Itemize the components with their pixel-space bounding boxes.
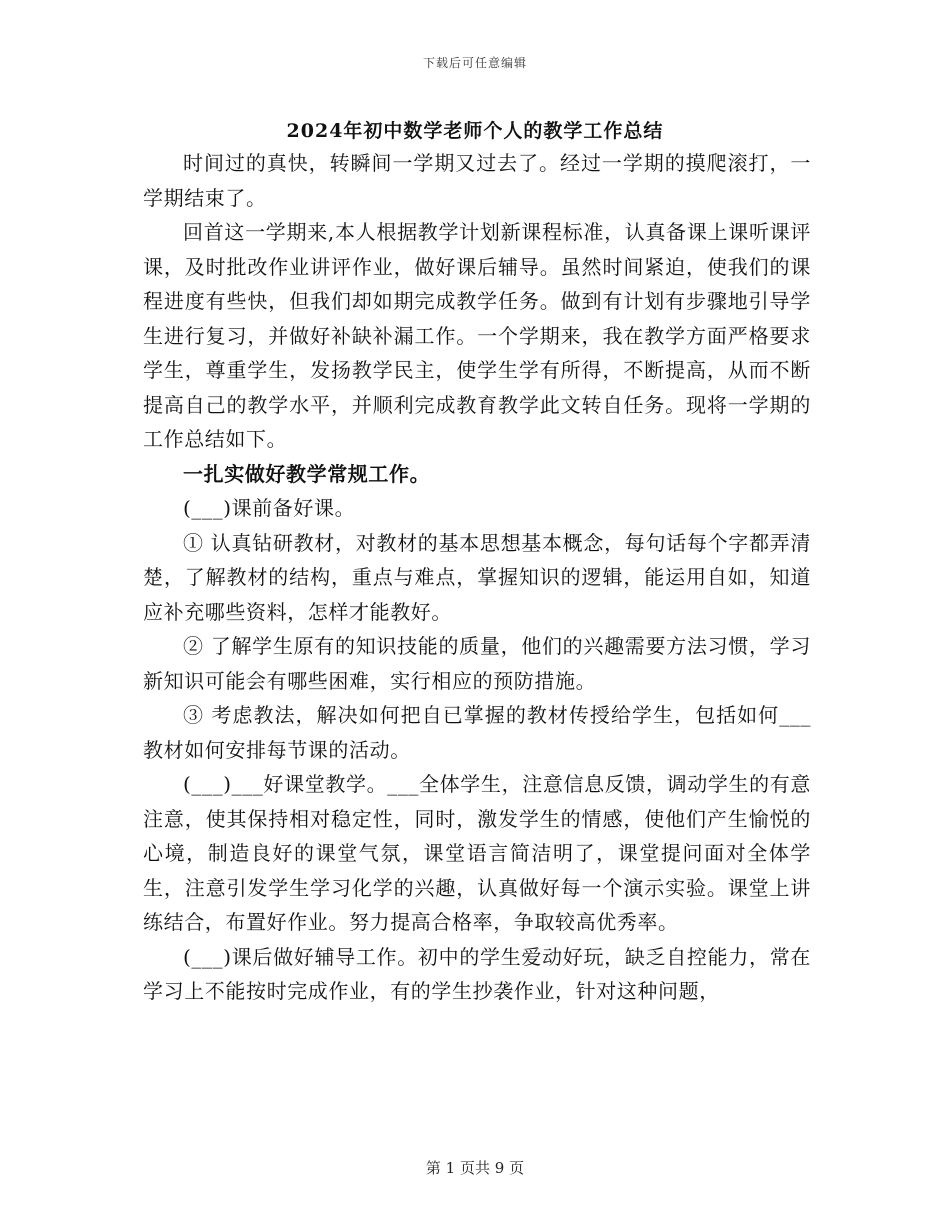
document-title: 2024年初中数学老师个人的教学工作总结 [286,120,664,142]
paragraph-point-3: ③ 考虑教法，解决如何把自已掌握的教材传授给学生，包括如何___教材如何安排每节课的活动。 [143,703,811,762]
section-heading: 一扎实做好教学常规工作。 [183,461,431,486]
document-body [143,146,811,1009]
paragraph-intro: 时间过的真快，转瞬间一学期又过去了。经过一学期的摸爬滚打，一学期结束了。 [143,151,811,210]
paragraph-point-1: ① 认真钻研教材，对教材的基本思想基本概念，每句话每个字都弄清楚，了解教材的结构，重点与难点，掌握知识的逻辑，能运用自如，知道应补充哪些资料，怎样才能教好。 [143,530,811,624]
page-number: 第 1 页共 9 页 [425,1159,525,1177]
paragraph-classroom-teaching: (___)___好课堂教学。___全体学生，注意信息反馈，调动学生的有意注意，使其保持相对稳定性，同时，激发学生的情感，使他们产生愉悦的心境，制造良好的课堂气氛，课堂语言简洁明了，课堂提问面对全体学生，注意引发学生学习化学的兴趣，认真做好每一个演示实验。课堂上讲练结合，布置好作业。努力提高合格率，争取较高优秀率。 [143,772,811,934]
paragraph-point-2: ② 了解学生原有的知识技能的质量，他们的兴趣需要方法习惯，学习新知识可能会有哪些困难，实行相应的预防措施。 [143,634,811,693]
paragraph-review: 回首这一学期来,本人根据教学计划新课程标准，认真备课上课听课评课，及时批改作业讲评作业，做好课后辅导。虽然时间紧迫，使我们的课程进度有些快，但我们却如期完成教学任务。做到有计划有步骤地引导学生进行复习，并做好补缺补漏工作。一个学期来，我在教学方面严格要求学生，尊重学生，发扬教学民主，使学生学有所得，不断提高，从而不断提高自己的教学水平，并顺利完成教育教学此文转自任务。现将一学期的工作总结如下。 [143,220,811,451]
paragraph-prepare-lessons: (___)课前备好课。 [183,496,356,520]
paragraph-after-class-tutoring: (___)课后做好辅导工作。初中的学生爱动好玩，缺乏自控能力，常在学习上不能按时完成作业，有的学生抄袭作业，针对这种问题， [143,944,811,1003]
page-header: 下载后可任意编辑 [422,56,527,70]
